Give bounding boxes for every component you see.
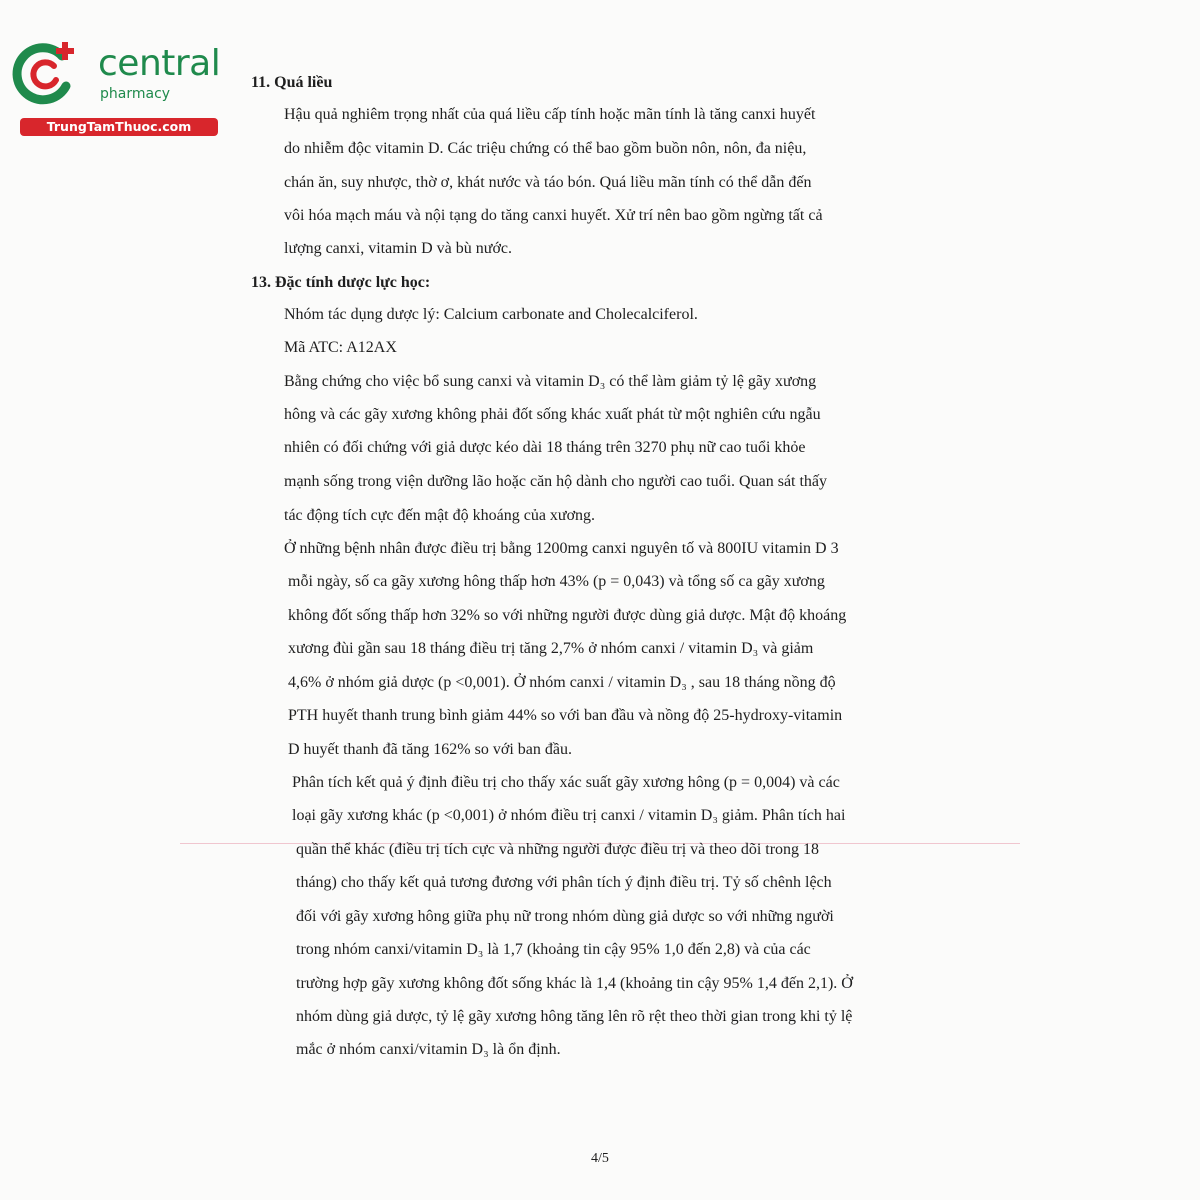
- paragraph-1-line: Bằng chứng cho việc bổ sung canxi và vitamin D₃ có thể làm giảm tỷ lệ gãy xương: [284, 373, 817, 390]
- logo-brand-text: central: [98, 43, 221, 84]
- logo-website-banner: TrungTamThuoc.com: [20, 118, 218, 136]
- paragraph-3-line: đối với gãy xương hông giữa phụ nữ trong nhóm dùng giả dược so với những người: [296, 908, 834, 925]
- paragraph-3-line: trường hợp gãy xương không đốt sống khác là 1,4 (khoảng tin cậy 95% 1,4 đến 2,1). Ở: [296, 975, 853, 992]
- section-11-line: Hậu quả nghiêm trọng nhất của quá liều cấp tính hoặc mãn tính là tăng canxi huyết: [284, 106, 816, 123]
- page-number: 4/5: [591, 1151, 609, 1166]
- section-13-heading: 13. Đặc tính dược lực học:: [251, 274, 431, 291]
- paragraph-3-line: tháng) cho thấy kết quả tương đương với phân tích ý định điều trị. Tỷ số chênh lệch: [296, 874, 832, 891]
- logo-subtitle: pharmacy: [100, 86, 171, 102]
- paragraph-2-line: 4,6% ở nhóm giả dược (p <0,001). Ở nhóm canxi / vitamin D₃ , sau 18 tháng nồng độ: [288, 674, 836, 691]
- paragraph-3-line: quần thể khác (điều trị tích cực và những người được điều trị và theo dõi trong 18: [296, 841, 820, 858]
- section-11-line: chán ăn, suy nhược, thờ ơ, khát nước và táo bón. Quá liều mãn tính có thể dẫn đến: [284, 174, 812, 191]
- paragraph-1-line: nhiên có đối chứng với giả dược kéo dài 18 tháng trên 3270 phụ nữ cao tuổi khỏe: [284, 439, 806, 456]
- pharmacy-cross-icon: [10, 38, 80, 108]
- paragraph-2-line: mỗi ngày, số ca gãy xương hông thấp hơn 43% (p = 0,043) và tổng số ca gãy xương: [288, 573, 825, 590]
- paragraph-3-line: loại gãy xương khác (p <0,001) ở nhóm điều trị canxi / vitamin D₃ giảm. Phân tích hai: [292, 807, 846, 824]
- paragraph-3-line: Phân tích kết quả ý định điều trị cho thấy xác suất gãy xương hông (p = 0,004) và các: [292, 774, 840, 791]
- paragraph-1-line: tác động tích cực đến mật độ khoáng của xương.: [284, 507, 596, 524]
- paragraph-2-line: xương đùi gần sau 18 tháng điều trị tăng 2,7% ở nhóm canxi / vitamin D₃ và giảm: [288, 640, 814, 657]
- section-11-heading: 11. Quá liều: [251, 74, 333, 91]
- paragraph-3-line: nhóm dùng giả dược, tỷ lệ gãy xương hông tăng lên rõ rệt theo thời gian trong khi tỷ lệ: [296, 1008, 853, 1025]
- paragraph-2-line: D huyết thanh đã tăng 162% so với ban đầu.: [288, 741, 572, 758]
- paragraph-1-line: hông và các gãy xương không phải đốt sống khác xuất phát từ một nghiên cứu ngẫu: [284, 406, 821, 423]
- section-11-line: do nhiễm độc vitamin D. Các triệu chứng có thể bao gồm buồn nôn, nôn, đa niệu,: [284, 140, 807, 157]
- atc-code-line: Mã ATC: A12AX: [284, 339, 397, 356]
- paragraph-2-line: không đốt sống thấp hơn 32% so với những người được dùng giả dược. Mật độ khoáng: [288, 607, 847, 624]
- paragraph-3-line: trong nhóm canxi/vitamin D₃ là 1,7 (khoảng tin cậy 95% 1,0 đến 2,8) và của các: [296, 941, 811, 958]
- paragraph-2-line: PTH huyết thanh trung bình giảm 44% so với ban đầu và nồng độ 25-hydroxy-vitamin: [288, 707, 843, 724]
- central-pharmacy-logo: [10, 36, 221, 136]
- section-11-line: vôi hóa mạch máu và nội tạng do tăng canxi huyết. Xử trí nên bao gồm ngừng tất cả: [284, 207, 823, 224]
- paragraph-1-line: mạnh sống trong viện dưỡng lão hoặc căn hộ dành cho người cao tuổi. Quan sát thấy: [284, 473, 828, 490]
- paragraph-3-line: mắc ở nhóm canxi/vitamin D₃ là ổn định.: [296, 1041, 561, 1058]
- pharmacological-group-line: Nhóm tác dụng dược lý: Calcium carbonate and Cholecalciferol.: [284, 306, 698, 323]
- paragraph-2-line: Ở những bệnh nhân được điều trị bằng 1200mg canxi nguyên tố và 800IU vitamin D 3: [284, 540, 839, 557]
- section-11-line: lượng canxi, vitamin D và bù nước.: [284, 240, 512, 257]
